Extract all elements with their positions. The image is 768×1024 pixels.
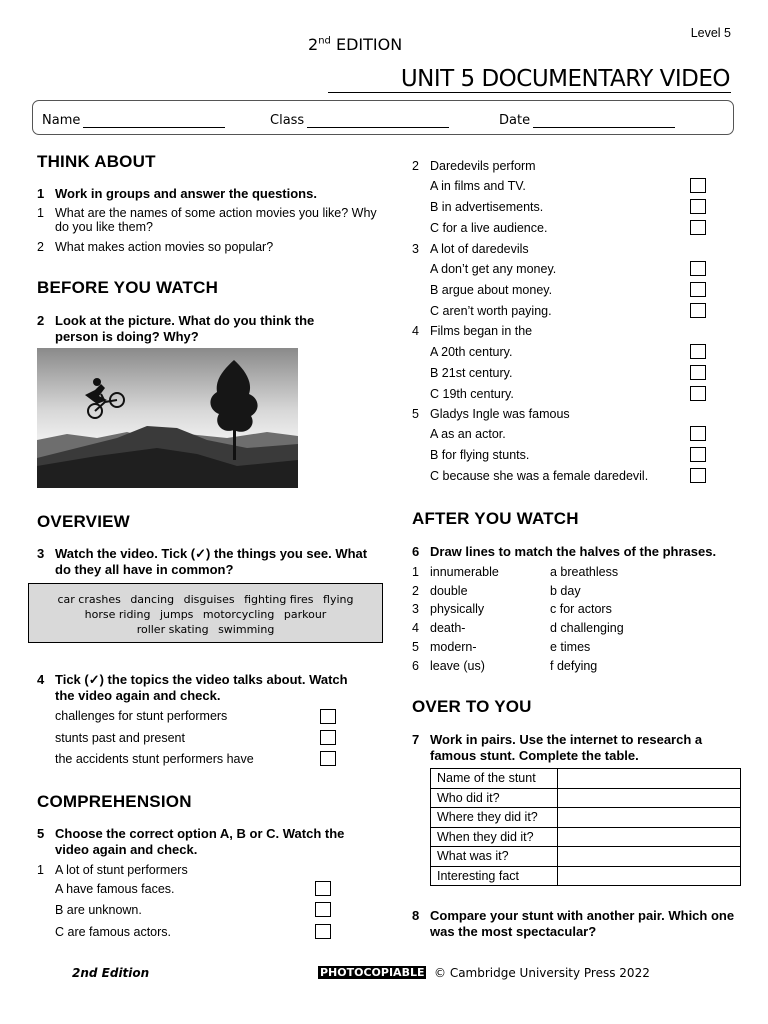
question-8: 8 Compare your stunt with another pair. Which one was the most spectacular? <box>412 908 735 939</box>
answer-cell[interactable] <box>558 847 741 867</box>
table-row <box>431 827 741 847</box>
c1-option-c: C are famous actors. <box>55 925 172 939</box>
c2-option-a-checkbox[interactable] <box>690 178 706 193</box>
c2-option-a: A in films and TV. <box>430 179 526 193</box>
c2-option-c-checkbox[interactable] <box>690 220 706 235</box>
over-to-you-heading: OVER TO YOU <box>412 697 532 716</box>
think-about-heading: THINK ABOUT <box>37 152 156 171</box>
table-row <box>431 769 741 789</box>
copyright-text: © Cambridge University Press 2022 <box>434 966 650 980</box>
word-item[interactable]: fighting fires <box>244 593 314 606</box>
table-row <box>431 866 741 886</box>
c3-option-b: B argue about money. <box>430 283 553 297</box>
topic-3: the accidents stunt performers have <box>55 752 254 766</box>
match-right-a[interactable]: a breathless <box>550 565 619 579</box>
question-7: 7 Work in pairs. Use the internet to research a famous stunt. Complete the table. <box>412 732 703 763</box>
date-label: Date <box>499 113 531 128</box>
question-5: 5 Choose the correct option A, B or C. Watch the video again and check. <box>37 826 345 857</box>
match-right-b[interactable]: b day <box>550 584 581 598</box>
word-box <box>28 583 383 643</box>
question-6: 6 Draw lines to match the halves of the phrases. <box>412 544 717 559</box>
word-item[interactable]: swimming <box>218 623 275 636</box>
c1-option-b: B are unknown. <box>55 903 142 917</box>
name-field[interactable] <box>42 113 225 128</box>
topic-3-checkbox[interactable] <box>320 751 336 766</box>
question-3: 3 Watch the video. Tick (✓) the things you see. What do they all have in common? <box>37 546 368 577</box>
table-row <box>431 788 741 808</box>
c3-option-a-checkbox[interactable] <box>690 261 706 276</box>
answer-cell[interactable] <box>558 866 741 886</box>
comprehension-item-3: 3 A lot of daredevils <box>412 242 529 256</box>
comprehension-item-5: 5 Gladys Ingle was famous <box>412 407 570 421</box>
answer-cell[interactable] <box>558 788 741 808</box>
question-2: 2 Look at the picture. What do you think the person is doing? Why? <box>37 313 315 344</box>
name-blank[interactable] <box>83 127 225 128</box>
stunt-bike-photo <box>37 348 298 488</box>
comprehension-heading: COMPREHENSION <box>37 792 192 811</box>
row-label: Name of the stunt <box>431 769 558 789</box>
question-4: 4 Tick (✓) the topics the video talks about. Watch the video again and check. <box>37 672 348 703</box>
topic-1: challenges for stunt performers <box>55 709 228 723</box>
match-right-e[interactable]: e times <box>550 640 591 654</box>
edition-label <box>308 35 402 54</box>
match-right-d[interactable]: d challenging <box>550 621 624 635</box>
c2-option-b-checkbox[interactable] <box>690 199 706 214</box>
question-1: 1 Work in groups and answer the questions. <box>37 186 317 201</box>
comprehension-item-1: 1 A lot of stunt performers <box>37 863 188 877</box>
c4-option-c-checkbox[interactable] <box>690 386 706 401</box>
class-label: Class <box>270 113 305 128</box>
level-label: Level 5 <box>690 26 731 40</box>
page-title: UNIT 5 DOCUMENTARY VIDEO <box>400 66 730 92</box>
c5-option-a-checkbox[interactable] <box>690 426 706 441</box>
class-blank[interactable] <box>307 127 449 128</box>
match-left-3[interactable]: 3 physically <box>412 602 485 616</box>
edition-text: EDITION <box>330 35 403 54</box>
c4-option-b: B 21st century. <box>430 366 513 380</box>
topic-1-checkbox[interactable] <box>320 709 336 724</box>
answer-cell[interactable] <box>558 808 741 828</box>
name-label: Name <box>42 113 81 128</box>
date-blank[interactable] <box>533 127 675 128</box>
match-right-f[interactable]: f defying <box>550 659 598 673</box>
row-label: When they did it? <box>431 827 558 847</box>
word-item[interactable]: parkour <box>283 608 327 621</box>
word-item[interactable]: jumps <box>159 608 194 621</box>
edition-number: 2 <box>308 35 319 54</box>
c3-option-a: A don’t get any money. <box>430 262 557 276</box>
overview-heading: OVERVIEW <box>37 512 130 531</box>
match-left-1[interactable]: 1 innumerable <box>412 565 499 579</box>
row-label: Interesting fact <box>431 866 558 886</box>
class-field[interactable] <box>270 113 449 128</box>
word-item[interactable]: car crashes <box>57 593 121 606</box>
stunt-table <box>430 768 741 886</box>
c4-option-a: A 20th century. <box>430 345 513 359</box>
row-label: What was it? <box>431 847 558 867</box>
photocopiable-badge: PHOTOCOPIABLE <box>320 966 425 979</box>
match-left-6[interactable]: 6 leave (us) <box>412 659 485 673</box>
think-item-2: 2 What makes action movies so popular? <box>37 240 274 254</box>
answer-cell[interactable] <box>558 827 741 847</box>
word-item[interactable]: horse riding <box>84 608 151 621</box>
date-field[interactable] <box>499 113 675 128</box>
c5-option-b-checkbox[interactable] <box>690 447 706 462</box>
c5-option-b: B for flying stunts. <box>430 448 530 462</box>
match-left-2[interactable]: 2 double <box>412 584 468 598</box>
table-row <box>431 847 741 867</box>
c5-option-c-checkbox[interactable] <box>690 468 706 483</box>
think-item-1: 1 What are the names of some action movies you like? Why do you like them? <box>37 206 377 234</box>
word-item[interactable]: motorcycling <box>202 608 275 621</box>
c2-option-b: B in advertisements. <box>430 200 544 214</box>
c1-option-a-checkbox[interactable] <box>315 881 331 896</box>
word-row-3 <box>29 622 382 637</box>
edition-superscript: nd <box>318 35 331 47</box>
row-label: Who did it? <box>431 788 558 808</box>
c1-option-b-checkbox[interactable] <box>315 902 331 917</box>
c3-option-c: C aren’t worth paying. <box>430 304 552 318</box>
before-you-watch-heading: BEFORE YOU WATCH <box>37 278 219 297</box>
word-item[interactable]: roller skating <box>136 623 209 636</box>
match-left-5[interactable]: 5 modern- <box>412 640 477 654</box>
match-right-c[interactable]: c for actors <box>550 602 612 616</box>
word-row-2 <box>29 607 382 622</box>
title-underline <box>328 92 731 93</box>
c3-option-b-checkbox[interactable] <box>690 282 706 297</box>
c1-option-a: A have famous faces. <box>55 882 175 896</box>
word-item[interactable]: flying <box>323 593 354 606</box>
c1-option-c-checkbox[interactable] <box>315 924 331 939</box>
topic-2-checkbox[interactable] <box>320 730 336 745</box>
c4-option-a-checkbox[interactable] <box>690 344 706 359</box>
word-item[interactable]: dancing <box>130 593 175 606</box>
c2-option-c: C for a live audience. <box>430 221 548 235</box>
comprehension-item-2: 2 Daredevils perform <box>412 159 536 173</box>
answer-cell[interactable] <box>558 769 741 789</box>
c4-option-c: C 19th century. <box>430 387 514 401</box>
row-label: Where they did it? <box>431 808 558 828</box>
table-row <box>431 808 741 828</box>
c5-option-a: A as an actor. <box>430 427 506 441</box>
word-item[interactable]: disguises <box>183 593 235 606</box>
c3-option-c-checkbox[interactable] <box>690 303 706 318</box>
after-you-watch-heading: AFTER YOU WATCH <box>412 509 579 528</box>
topic-2: stunts past and present <box>55 731 185 745</box>
match-left-4[interactable]: 4 death- <box>412 621 466 635</box>
c4-option-b-checkbox[interactable] <box>690 365 706 380</box>
c5-option-c: C because she was a female daredevil. <box>430 469 649 483</box>
word-row-1 <box>29 592 382 607</box>
comprehension-item-4: 4 Films began in the <box>412 324 533 338</box>
footer-edition: 2nd Edition <box>72 966 150 980</box>
